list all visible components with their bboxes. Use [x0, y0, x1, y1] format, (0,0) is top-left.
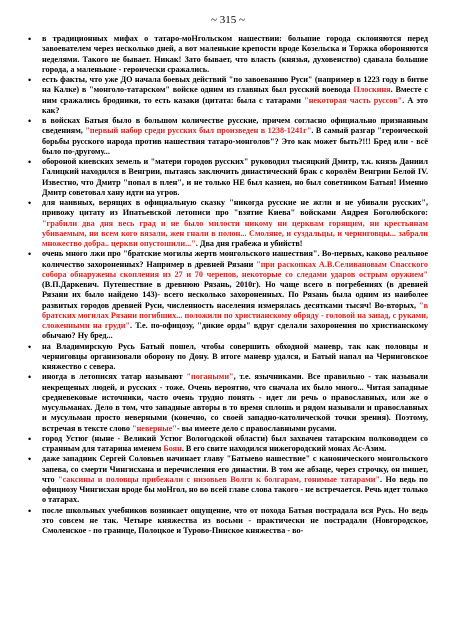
text-run: на Владимирскую Русь Батый пошел, чтобы совершить обходной маневр, так как половцы и черниговцы организовали оборону по Дону. В итоге маневр удался, и Батый напал на Черниговское княжество с севера. — [42, 341, 428, 371]
list-item — [28, 75, 428, 116]
highlighted-text: "при раскопках А.В.Селивановым Спасского собора обнаружены скопления из 27 и 70 черепов, некоторые со следами ударов острым оружием" — [42, 259, 428, 279]
text-run: в войсках Батыя было в большом количестве русские, причем согласно официально признанным сведениям, — [42, 116, 428, 136]
text-run: (В.П.Даркевич. Путешествие в древнюю Рязань, 2010г). Но чаще всего в погребениях (в древней Рязани их было найдено 143)- всего несколько захороненных. По Рязань была одним из наиболее развитых городов древней Руси, численность населения измерялась десятками тысяч! Во-вторых, — [42, 280, 428, 310]
text-run: для наивных, верящих в официальную сказку "никогда русские не жгли и не убивали русских", привожу цитату из Ипатьевской летописи про "взятие Киева" войсками Андрея Боголюбского: — [42, 198, 428, 218]
text-run: даже западник Сергей Соловьев начинает главу "Батыево нашествие" с канонического монгольского запева, со смерти Чингисхана и перечисления его династии. В том же абзаце, через строчку, он пишет, что — [42, 454, 428, 484]
highlighted-text: "первый набор среди русских был произведен в 1238-1241г" — [85, 126, 312, 136]
highlighted-text: Боян — [163, 444, 182, 453]
list-item — [28, 506, 428, 537]
page-number: ~ 315 ~ — [211, 14, 245, 26]
text-run: . В самый разгар "героической борьбы русского народа против нашествия татаро-монголов"? Это как может быть?!!! Бред или - всё было по-другому... — [42, 126, 428, 156]
text-run: в традиционных мифах о татаро-моНгольском нашествии: большие города склоняются перед завоевателем через несколько дней, а вот маленькие крепости вроде Козельска и Торжка обороняются неделями. Такого не бывает. Никак! Зато бывает, что власть (князья, духовенство) сдавала большие города, а маленькие - героически сражались. — [42, 34, 428, 74]
list-item — [28, 434, 428, 455]
list-item — [28, 157, 428, 198]
text-run: . Т.е. по-офицозу, "дикие орды" вдруг сделали захоронения по христианскому обычаю? Ну бред... — [42, 321, 428, 341]
list-item — [28, 342, 428, 373]
list-item — [28, 198, 428, 249]
highlighted-text: "погаными" — [186, 372, 234, 382]
highlighted-text: "саксины и половцы прибежали с низовьев Волги к болгарам, гонимые татарами" — [58, 474, 381, 484]
text-run: очень много лжи про "братские могилы жертв монгольского нашествия". Во-первых, каково реальное количество захороненных? Например в древней Рязани — [42, 249, 428, 269]
text-run: . В его свите находился нижегородский монах Ас-Азим. — [181, 444, 387, 453]
list-item — [28, 116, 428, 157]
text-run: иногда в летописях татар называют — [42, 372, 187, 382]
highlighted-text: "грабили два дня весь град и не было милости никому ни церквам горящим, ни крестьянам убиваемым, ни всем кого вязали, жен гнали в полон... Смоляне, и суздальцы, и черниговцы... забрали множество добра.. церкви опустошили..." — [42, 218, 428, 248]
list-item — [28, 34, 428, 75]
text-run: - вы имеете дело с православными русами. — [176, 423, 337, 433]
text-run: . Два дня грабежа и убийств! — [195, 239, 303, 248]
text-run: после школьных учебников возникает ощущение, что от похода Батыя пострадала вся Русь. Но ведь это совсем не так. Четыре княжества из восьми - практически не пострадали (Новгородское, Смоленское - по границе, Полоцкое и Турово-Пинское княжества - во- — [42, 505, 428, 535]
text-run: , т.е. язычниками. Все правильно - так называли некрещеных людей, и русских - тоже. Очень вероятно, что сначала их было много... Читая западные средневековые источники, часто очень трудно понять - идет ли речь о православных, или же о мусульманах. Дело в том, что западные авторы в то время сплошь и рядом называли и православных и мусульман просто неверными (конечно, со своей западно-католической точки зрения). Поэтому, встречая в тексте слово — [42, 372, 428, 433]
highlighted-text: "некоторая часть руссов" — [304, 95, 403, 105]
text-run: город Устюг (ныне - Великий Устюг Вологодской области) был захвачен татарским полководцем со странным для татарина именем — [42, 433, 428, 453]
highlighted-text: Плоскиня — [353, 85, 391, 95]
text-run: . А это как? — [42, 95, 428, 115]
bullet-list — [28, 34, 428, 536]
list-item — [28, 372, 428, 434]
text-run: . Вместе с ним сражались бродники, то есть казаки (цитата: была с татарами — [42, 85, 428, 105]
text-run: обороной киевских земель и "матери городов русских" руководил тысяцкий Дмитр, т.к. князь Даниил Галицкий находился в Венгрии, пытаясь заключить династический брак с королём Венгрии Белой IV. Известно, что Дмитр "попал в плен", и не только НЕ был казнен, но был советником Батыя! Именно Дмитр советовал хану идти на угров. — [42, 157, 428, 197]
list-item — [28, 454, 428, 505]
text-run: . Но ведь по официозу Чингисхан вроде бы моНгол, но во всей главе слова такого - не встречается. Речь идет только о татарах. — [42, 474, 428, 505]
highlighted-text: "в братских могилах Рязани погибших... положили по христианскому обряду - головой на запад, с руками, сложенными на груди" — [42, 300, 428, 330]
list-item — [28, 249, 428, 341]
highlighted-text: "неверные" — [132, 423, 177, 433]
text-run: есть факты, что уже ДО начала боевых действий "по завоеванию Руси" (например в 1223 году в битве на Калке) в "монголо-татарском" войске одним из главных был русский воевода — [42, 75, 428, 95]
